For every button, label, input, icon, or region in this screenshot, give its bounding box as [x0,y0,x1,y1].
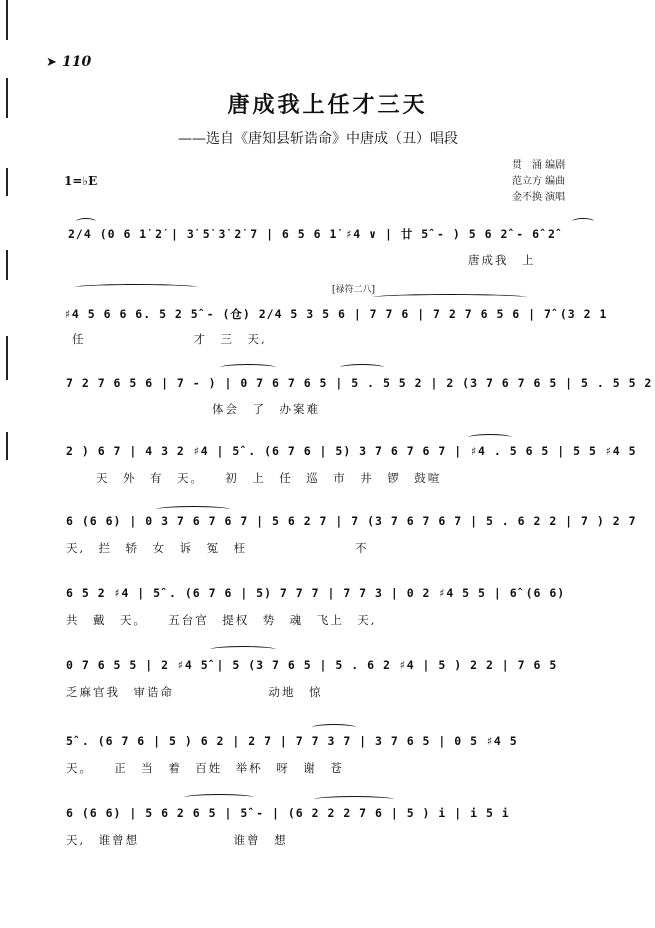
notation-line: 7 2 7 6 5 6 | 7 - ) | 0 7 6 7 6 5 | 5 . 5 5 2 | 2 (3 7 6 7 6 5 | 5 . 5 5 2 [66,376,653,390]
slur-mark [76,218,96,225]
slur-mark [184,794,254,801]
notation-line: 0 7 6 5 5 | 2 ♯4 5̂ | 5 (3 7 6 5 | 5 . 6 2 ♯4 | 5 ) 2 2 | 7 6 5 [66,658,558,672]
slur-mark [156,506,230,513]
lyrics-line: 任 才 三 天, [72,332,267,346]
notation-line: 5̂ . (6 7 6 | 5 ) 6 2 | 2 7 | 7 7 3 7 | 3 7 6 5 | 0 5 ♯4 5 [66,734,518,748]
left-edge-line [6,0,8,40]
lyrics-line: 天, 拦 轿 女 诉 冤 枉 不 [66,541,369,555]
slur-mark [572,218,594,225]
lyrics-line: 共 戴 天。 五台官 提权 势 魂 飞上 天, [66,613,377,627]
credit-singer: 金不换 演唱 [512,192,566,203]
lyrics-line: 唐成我 上 [468,253,536,267]
lyrics-line: 乏麻官我 审诰命 动地 惊 [66,685,323,699]
credit-writer: 贯 涌 编剧 [512,160,566,171]
notation-line: 6 5 2 ♯4 | 5̂ . (6 7 6 | 5) 7 7 7 | 7 7 3 | 0 2 ♯4 5 5 | 6̂ (6 6) [66,586,566,600]
slur-mark [312,724,356,731]
left-edge-line [6,250,8,280]
notation-line: 2/4 (0 6 1̇ 2̇ | 3̇ 5̇ 3̇ 2̇ 7 | 6 5 6 1̇ ♯4 ∨ | 廿 5̂ - ) 5 6 2̂ - 6̂ 2̂ [68,227,556,241]
song-subtitle: ——选自《唐知县斩诰命》中唐成（丑）唱段 [178,131,458,147]
song-title: 唐成我上任才三天 [227,92,428,118]
left-edge-line [6,168,8,196]
section-label: [禄符二八] [332,285,376,295]
slur-mark [340,364,384,371]
lyrics-line: 天。 正 当 着 百姓 举杯 呀 谢 苍 [66,761,344,775]
slur-mark [210,646,276,653]
notation-line: 2 ) 6 7 | 4 3 2 ♯4 | 5̂ . (6 7 6 | 5) 3 7 6 7 6 7 | ♯4 . 5 6 5 | 5 5 ♯4 5 [66,444,637,458]
notation-line: 6 (6 6) | 0 3 7 6 7 6 7 | 5 6 2 7 | 7 (3 7 6 7 6 7 | 5 . 6 2 2 | 7 ) 2 7 [66,514,637,528]
lyrics-line: 天 外 有 天。 初 上 任 巡 市 井 锣 鼓喧 [96,471,442,485]
notation-line: ♯4 5 6 6 6. 5 2 5̂ - (仓) 2/4 5 3 5 6 | 7 7 6 | 7 2 7 6 5 6 | 7̂ (3 2 1 [64,307,608,321]
lyrics-line: 天, 谁曾想 谁曾 想 [66,833,288,847]
credit-composer: 范立方 编曲 [512,176,566,187]
page-number: 110 [62,54,92,70]
slur-mark [220,364,276,371]
left-edge-line [6,336,8,380]
lyrics-line: 体会 了 办案难 [212,402,320,416]
slur-mark [314,796,394,803]
page-marker-icon: ➤ [46,55,57,70]
left-edge-line [6,432,8,460]
slur-mark [468,434,512,441]
notation-line: 6 (6 6) | 5 6 2 6 5 | 5̂ - | (6 2 2 2 7 6 | 5 ) i | i 5 i [66,806,510,820]
key-signature: 1=♭E [64,174,98,188]
slur-mark [372,294,528,301]
slur-mark [74,284,198,291]
